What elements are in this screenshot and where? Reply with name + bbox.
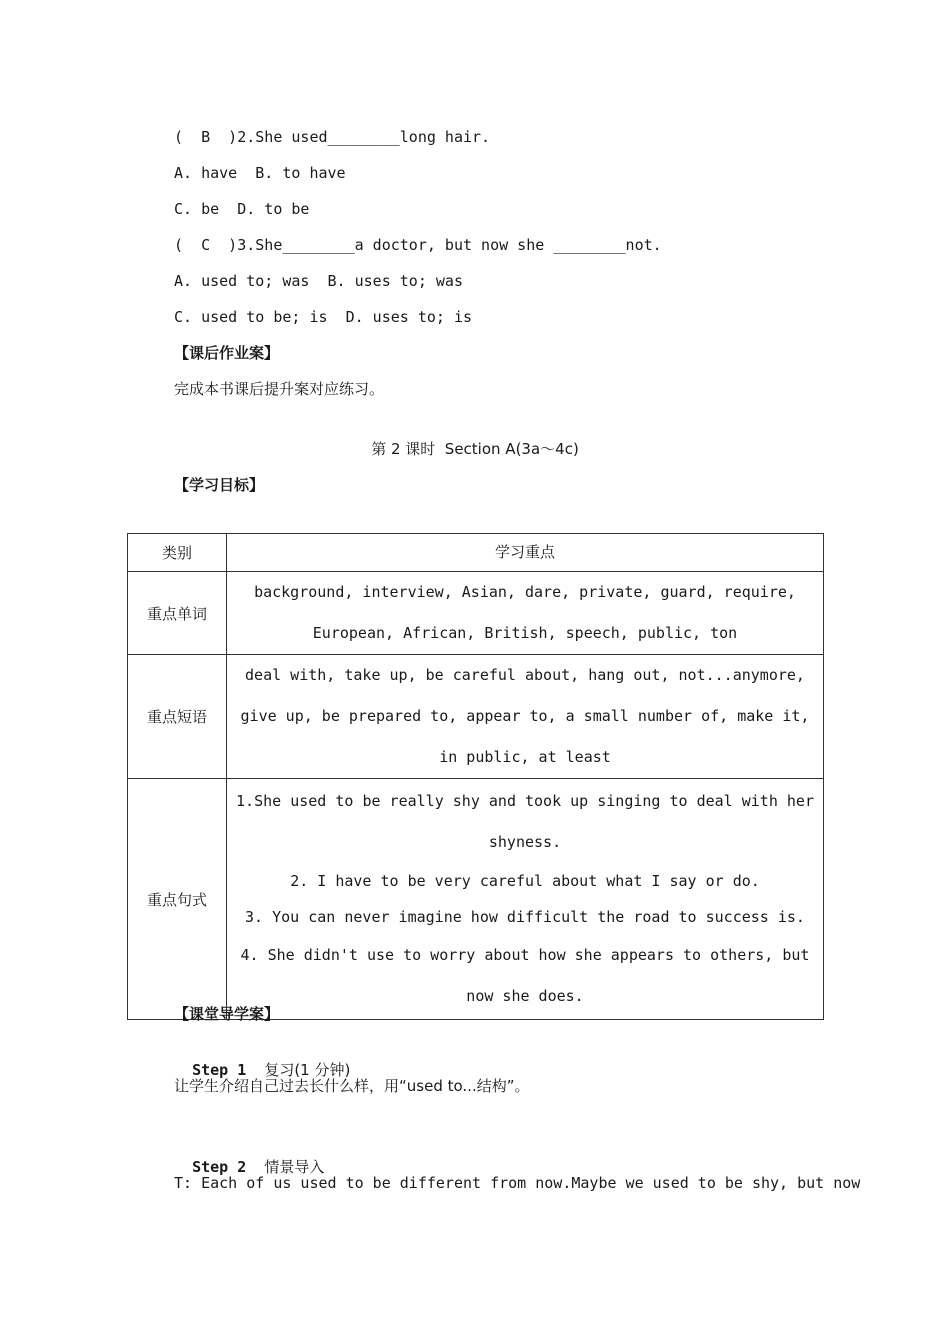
goals-heading: 【学习目标】 [174,476,265,494]
question-3-options-cd: C. used to be; is D. uses to; is [174,308,473,326]
homework-heading: 【课后作业案】 [174,344,280,362]
sentence-1: 1.She used to be really shy and took up singing to deal with her shyness. [236,792,814,851]
row-words-content: background, interview, Asian, dare, private, guard, require, European, African, British, speech, public, ton [227,572,824,655]
sentence-2: 2. I have to be very careful about what I say or do. [290,872,760,890]
question-2-options-cd: C. be D. to be [174,200,310,218]
step-2-label: Step 2 [192,1158,247,1176]
class-heading: 【课堂导学案】 [174,1005,280,1023]
lesson-title: 第 2 课时 Section A(3a～4c) [371,440,579,458]
table-row-sentences [128,779,824,1020]
step-2-title: 情景导入 [264,1158,325,1176]
sentence-4: 4. She didn't use to worry about how she appears to others, but now she does. [240,946,810,1005]
step-1-label: Step 1 [192,1061,247,1079]
row-sentences-category: 重点句式 [128,779,227,1020]
step-2-line [174,1137,324,1177]
step-1-line [174,1040,350,1080]
step-1-text: 让学生介绍自己过去长什么样，用“used to...结构”。 [174,1077,530,1095]
table-row-words [128,572,824,655]
question-2-line: ( B )2.She used________long hair. [174,128,491,146]
homework-text: 完成本书课后提升案对应练习。 [174,380,385,398]
question-2-options-ab: A. have B. to have [174,164,346,182]
row-sentences-content [227,779,824,1020]
table-row-phrases [128,655,824,779]
table-header-row [128,534,824,572]
step-2-text: T: Each of us used to be different from now.Maybe we used to be shy, but now [174,1174,861,1192]
row-phrases-category: 重点短语 [128,655,227,779]
learning-goals-table [127,533,824,1020]
step-1-title: 复习(1 分钟) [264,1061,351,1079]
row-words-category: 重点单词 [128,572,227,655]
question-3-options-ab: A. used to; was B. uses to; was [174,272,463,290]
sentence-3: 3. You can never imagine how difficult the road to success is. [245,908,805,926]
row-phrases-content: deal with, take up, be careful about, hang out, not...anymore, give up, be prepared to, appear to, a small number of, make it, in public, at least [227,655,824,779]
question-3-line: ( C )3.She________a doctor, but now she ________not. [174,236,662,254]
header-focus: 学习重点 [227,534,824,572]
header-category: 类别 [128,534,227,572]
